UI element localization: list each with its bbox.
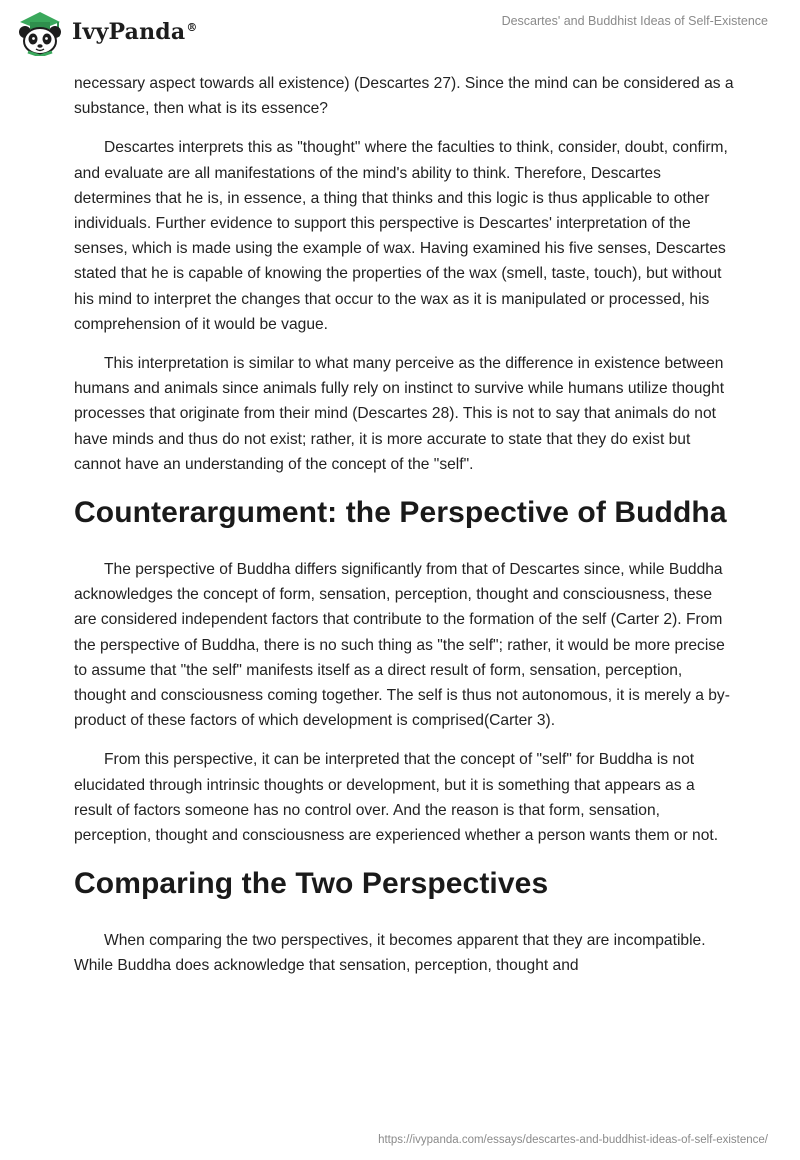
paragraph: From this perspective, it can be interpreted that the concept of "self" for Buddha is not elucidated through intrinsic thoughts or development, but it is something that appears as a result of factors someone has no control over. And the reason is that form, sensation, perception, thought and consciousness are experienced whether a person wants them or not. — [74, 751, 719, 845]
paragraph: This interpretation is similar to what many perceive as the difference in existence between humans and animals since animals fully rely on instinct to survive while humans utilize thought processes that originate from their mind (Descartes 28). This is not to say that animals do not have minds and thus do not exist; rather, it is more accurate to state that they do exist but cannot have an understanding of the concept of the "self". — [74, 355, 725, 473]
document-title: Descartes' and Buddhist Ideas of Self-Existence — [501, 14, 768, 28]
panda-graduate-icon — [14, 8, 66, 56]
paragraph: The perspective of Buddha differs significantly from that of Descartes since, while Buddha acknowledges the concept of form, sensation, perception, thought and consciousness, these are considered independent factors that contribute to the formation of the self (Carter 2). From the perspective of Buddha, there is no such thing as "the self"; rather, it would be more precise to assume that "the self" manifests itself as a direct result of form, sensation, perception, thought and consciousness coming together. The self is thus not autonomous, it is merely a by-product of these factors of which development is comprised(Carter 3). — [74, 561, 730, 730]
paragraph: Descartes interprets this as "thought" where the faculties to think, consider, doubt, confirm, and evaluate are all manifestations of the mind's ability to think. Therefore, Descartes determines that he is, in essence, a thing that thinks and this logic is thus applicable to other individuals. Further evidence to support this perspective is Descartes' interpretation of the senses, which is made using the example of wax. Having examined his five senses, Descartes stated that he is capable of knowing the properties of the wax (smell, taste, touch), but without his mind to interpret the changes that occur to the wax as it is manipulated or processed, his comprehension of it would be vague. — [74, 139, 728, 333]
section-heading-comparing: Comparing the Two Perspectives — [74, 867, 549, 901]
section-heading-counterargument: Counterargument: the Perspective of Buddha — [74, 496, 727, 530]
brand-logo[interactable] — [14, 8, 198, 56]
essay-body — [74, 71, 734, 993]
paragraph: When comparing the two perspectives, it becomes apparent that they are incompatible. While Buddha does acknowledge that sensation, perception, thought and — [74, 932, 706, 975]
page-header — [0, 0, 800, 70]
paragraph: necessary aspect towards all existence) (Descartes 27). Since the mind can be considered as a substance, then what is its essence? — [74, 75, 734, 118]
brand-name: IvyPanda® — [72, 19, 198, 45]
source-url-link[interactable]: https://ivypanda.com/essays/descartes-and-buddhist-ideas-of-self-existence/ — [378, 1134, 768, 1146]
